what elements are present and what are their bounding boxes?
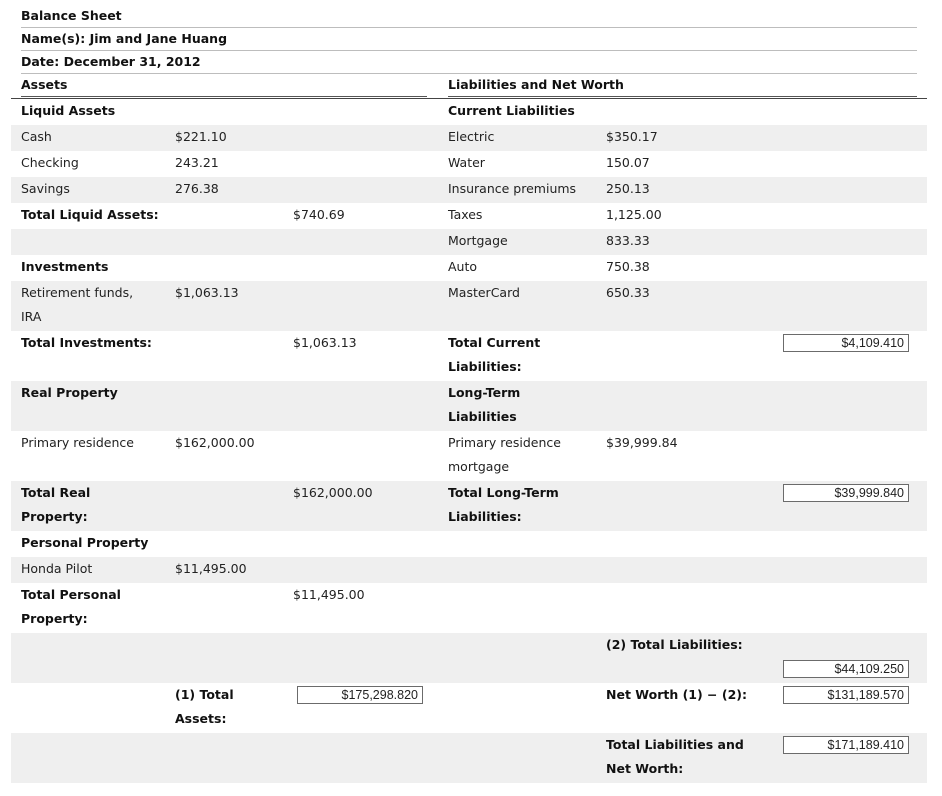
asset-label-checking: Checking — [21, 155, 79, 170]
mortgage-label-line2: mortgage — [448, 459, 510, 474]
liability-label-insurance: Insurance premiums — [448, 181, 577, 196]
liability-value-water: 150.07 — [606, 155, 650, 170]
liability-value-mastercard: 650.33 — [606, 285, 650, 300]
total-liabilities-net-worth-field[interactable]: $171,189.410 — [783, 736, 909, 754]
liabilities-heading: Liabilities and Net Worth — [448, 77, 624, 92]
total-assets-label-line1: (1) Total — [175, 687, 234, 702]
primary-residence-value: $162,000.00 — [175, 435, 255, 450]
honda-pilot-value: $11,495.00 — [175, 561, 247, 576]
liability-value-taxes: 1,125.00 — [606, 207, 662, 222]
names-line: Name(s): Jim and Jane Huang — [21, 31, 228, 46]
asset-value-checking: 243.21 — [175, 155, 219, 170]
liability-label-taxes: Taxes — [448, 207, 483, 222]
liquid-assets-heading: Liquid Assets — [21, 103, 116, 118]
retirement-label-line2: IRA — [21, 309, 42, 324]
liability-label-auto: Auto — [448, 259, 478, 274]
total-liquid-assets-label: Total Liquid Assets: — [21, 207, 159, 222]
liability-label-mortgage: Mortgage — [448, 233, 508, 248]
primary-residence-label: Primary residence — [21, 435, 134, 450]
total-long-term-label-line1: Total Long-Term — [448, 485, 559, 500]
liability-label-electric: Electric — [448, 129, 495, 144]
total-liabilities-field[interactable]: $44,109.250 — [783, 660, 909, 678]
long-term-heading-line1: Long-Term — [448, 385, 521, 400]
asset-value-cash: $221.10 — [175, 129, 227, 144]
total-current-liabilities-label-line2: Liabilities: — [448, 359, 522, 374]
asset-value-savings: 276.38 — [175, 181, 219, 196]
liability-value-insurance: 250.13 — [606, 181, 650, 196]
total-assets-label-line2: Assets: — [175, 711, 227, 726]
retirement-value: $1,063.13 — [175, 285, 239, 300]
total-investments-value: $1,063.13 — [293, 335, 357, 350]
real-property-heading: Real Property — [21, 385, 118, 400]
total-current-liabilities-field[interactable]: $4,109.410 — [783, 334, 909, 352]
liability-value-electric: $350.17 — [606, 129, 658, 144]
total-personal-property-label-line1: Total Personal — [21, 587, 121, 602]
total-liquid-assets-value: $740.69 — [293, 207, 345, 222]
total-liabilities-label: (2) Total Liabilities: — [606, 637, 743, 652]
retirement-label-line1: Retirement funds, — [21, 285, 134, 300]
asset-label-cash: Cash — [21, 129, 52, 144]
investments-heading: Investments — [21, 259, 109, 274]
honda-pilot-label: Honda Pilot — [21, 561, 93, 576]
liability-value-mortgage: 833.33 — [606, 233, 650, 248]
total-long-term-label-line2: Liabilities: — [448, 509, 522, 524]
total-liabilities-net-worth-label-line2: Net Worth: — [606, 761, 684, 776]
personal-property-heading: Personal Property — [21, 535, 149, 550]
liability-label-water: Water — [448, 155, 485, 170]
total-real-property-value: $162,000.00 — [293, 485, 373, 500]
total-liabilities-net-worth-label-line1: Total Liabilities and — [606, 737, 744, 752]
liability-value-auto: 750.38 — [606, 259, 650, 274]
long-term-heading-line2: Liabilities — [448, 409, 517, 424]
assets-heading: Assets — [21, 77, 68, 92]
total-personal-property-value: $11,495.00 — [293, 587, 365, 602]
total-assets-field[interactable]: $175,298.820 — [297, 686, 423, 704]
total-current-liabilities-label-line1: Total Current — [448, 335, 541, 350]
table-row — [11, 557, 927, 583]
mortgage-value: $39,999.84 — [606, 435, 678, 450]
mortgage-label-line1: Primary residence — [448, 435, 561, 450]
total-real-property-label-line2: Property: — [21, 509, 88, 524]
date-line: Date: December 31, 2012 — [21, 54, 201, 69]
asset-label-savings: Savings — [21, 181, 70, 196]
net-worth-label: Net Worth (1) − (2): — [606, 687, 748, 702]
total-personal-property-label-line2: Property: — [21, 611, 88, 626]
total-long-term-field[interactable]: $39,999.840 — [783, 484, 909, 502]
total-real-property-label-line1: Total Real — [21, 485, 91, 500]
sheet-title: Balance Sheet — [21, 8, 122, 23]
liability-label-mastercard: MasterCard — [448, 285, 520, 300]
total-investments-label: Total Investments: — [21, 335, 152, 350]
net-worth-field[interactable]: $131,189.570 — [783, 686, 909, 704]
current-liabilities-heading: Current Liabilities — [448, 103, 575, 118]
liabilities-heading-rule — [448, 96, 917, 97]
assets-heading-rule — [21, 96, 427, 97]
